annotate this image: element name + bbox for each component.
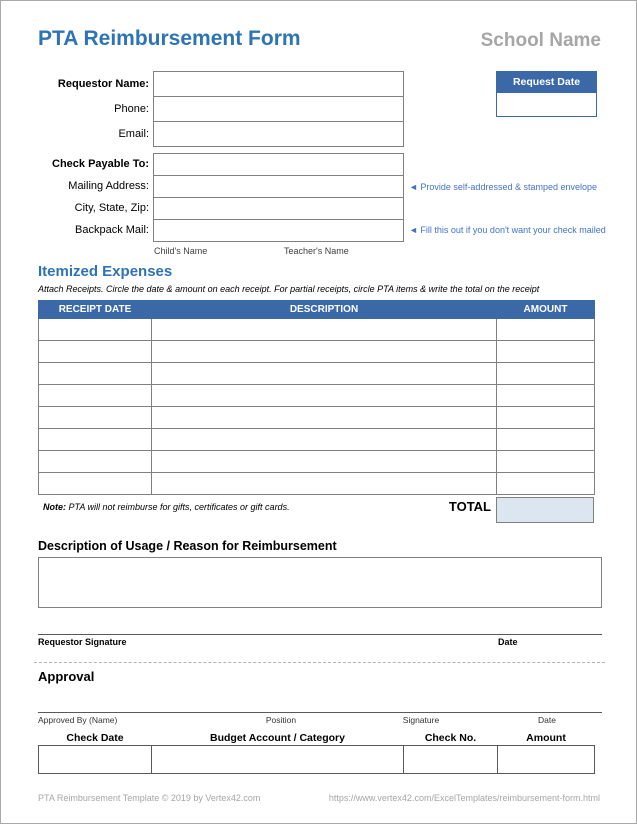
- backpack-mail-label: Backpack Mail:: [75, 224, 149, 236]
- expense-table: [38, 300, 594, 495]
- expense-cell[interactable]: [497, 363, 595, 385]
- approval-date-label: Date: [538, 715, 556, 725]
- expense-cell[interactable]: [39, 341, 152, 363]
- signature-line: [38, 634, 602, 635]
- expense-row: [39, 341, 595, 363]
- expense-cell[interactable]: [497, 473, 595, 495]
- expense-cell[interactable]: [39, 407, 152, 429]
- expense-cell[interactable]: [152, 429, 497, 451]
- check-amount-input[interactable]: [497, 745, 595, 774]
- check-date-input[interactable]: [38, 745, 152, 774]
- envelope-annotation: ◄ Provide self-addressed & stamped envelope: [409, 182, 598, 192]
- reimburse-note: [43, 502, 290, 512]
- childs-name-label: Child's Name: [154, 246, 208, 256]
- approval-signature-label: Signature: [402, 715, 440, 725]
- signature-date-label: Date: [498, 637, 518, 647]
- check-date-header: Check Date: [66, 732, 124, 744]
- check-no-input[interactable]: [403, 745, 498, 774]
- expense-cell[interactable]: [39, 429, 152, 451]
- itemized-expenses-heading: Itemized Expenses: [38, 263, 173, 280]
- email-label: Email:: [118, 128, 149, 140]
- expense-cell[interactable]: [152, 341, 497, 363]
- position-label: Position: [265, 715, 297, 725]
- approved-by-label: Approved By (Name): [38, 715, 118, 725]
- description-heading: Description of Usage / Reason for Reimbursement: [38, 539, 337, 553]
- expense-cell[interactable]: [497, 319, 595, 341]
- phone-input[interactable]: [153, 96, 404, 122]
- expense-row: [39, 363, 595, 385]
- city-state-zip-label: City, State, Zip:: [74, 202, 149, 214]
- requestor-signature-label: Requestor Signature: [38, 637, 127, 647]
- col-description: DESCRIPTION: [152, 301, 497, 319]
- expense-cell[interactable]: [152, 363, 497, 385]
- expense-cell[interactable]: [152, 451, 497, 473]
- request-date-header: Request Date: [496, 71, 597, 93]
- expense-cell[interactable]: [152, 407, 497, 429]
- footer-copyright: PTA Reimbursement Template © 2019 by Vertex42.com: [38, 793, 261, 803]
- page-title: PTA Reimbursement Form: [38, 27, 301, 50]
- expense-table-body: [39, 319, 595, 495]
- description-input[interactable]: [38, 557, 602, 608]
- expense-row: [39, 319, 595, 341]
- mailing-address-input[interactable]: [153, 175, 404, 198]
- total-label: TOTAL: [448, 499, 491, 514]
- total-value-cell[interactable]: [496, 497, 594, 523]
- expense-cell[interactable]: [39, 451, 152, 473]
- approval-line: [38, 712, 602, 713]
- expense-header-row: [39, 301, 595, 319]
- expense-cell[interactable]: [152, 385, 497, 407]
- backpack-mail-input[interactable]: [153, 219, 404, 242]
- expense-cell[interactable]: [497, 429, 595, 451]
- expense-row: [39, 451, 595, 473]
- email-input[interactable]: [153, 121, 404, 147]
- request-date-input[interactable]: [496, 92, 597, 117]
- expense-cell[interactable]: [497, 341, 595, 363]
- city-state-zip-input[interactable]: [153, 197, 404, 220]
- expense-cell[interactable]: [152, 473, 497, 495]
- expense-cell[interactable]: [497, 451, 595, 473]
- footer-url: https://www.vertex42.com/ExcelTemplates/reimbursement-form.html: [328, 793, 600, 803]
- expense-cell[interactable]: [152, 319, 497, 341]
- expense-cell[interactable]: [39, 319, 152, 341]
- col-receipt-date: RECEIPT DATE: [39, 301, 152, 319]
- check-payable-label: Check Payable To:: [52, 158, 149, 170]
- expense-row: [39, 429, 595, 451]
- check-amount-header: Amount: [526, 732, 566, 744]
- expense-cell[interactable]: [497, 385, 595, 407]
- school-name: School Name: [480, 30, 601, 51]
- backpack-annotation: ◄ Fill this out if you don't want your check mailed: [409, 225, 606, 235]
- check-payable-input[interactable]: [153, 153, 404, 176]
- approval-heading: Approval: [38, 669, 95, 684]
- expenses-instructions: Attach Receipts. Circle the date & amount on each receipt. For partial receipts, circle PTA items & write the total on the receipt: [38, 284, 540, 294]
- expense-row: [39, 473, 595, 495]
- expense-row: [39, 385, 595, 407]
- section-divider: [34, 662, 605, 663]
- expense-cell[interactable]: [39, 473, 152, 495]
- check-no-header: Check No.: [424, 732, 477, 744]
- expense-cell[interactable]: [39, 385, 152, 407]
- requestor-name-input[interactable]: [153, 71, 404, 97]
- col-amount: AMOUNT: [497, 301, 595, 319]
- note-prefix: Note:: [43, 502, 66, 512]
- budget-account-header: Budget Account / Category: [210, 732, 345, 744]
- note-text: PTA will not reimburse for gifts, certificates or gift cards.: [66, 502, 290, 512]
- mailing-address-label: Mailing Address:: [68, 180, 149, 192]
- requestor-name-label: Requestor Name:: [57, 78, 149, 90]
- budget-account-input[interactable]: [151, 745, 404, 774]
- expense-row: [39, 407, 595, 429]
- teachers-name-label: Teacher's Name: [284, 246, 349, 256]
- expense-cell[interactable]: [497, 407, 595, 429]
- expense-cell[interactable]: [39, 363, 152, 385]
- phone-label: Phone:: [114, 103, 149, 115]
